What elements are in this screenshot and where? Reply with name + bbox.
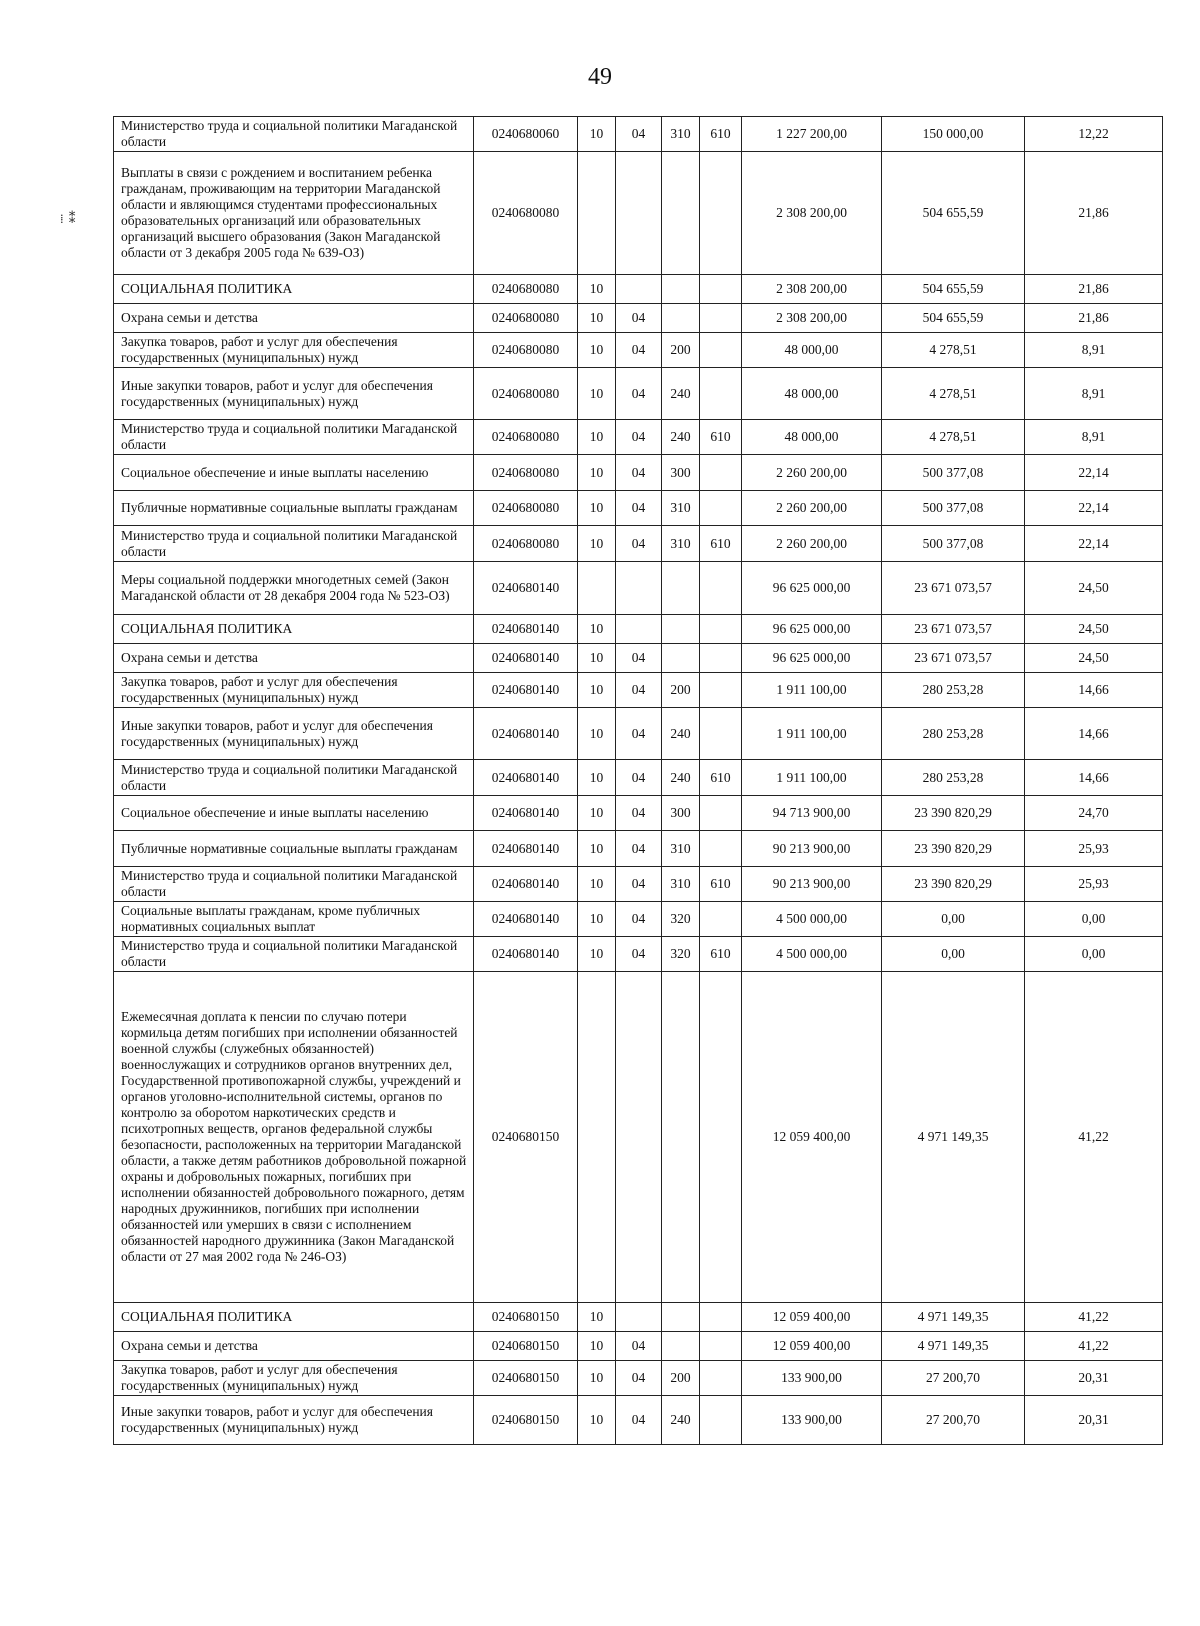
cell-expense-type bbox=[662, 644, 700, 673]
cell-percent: 21,86 bbox=[1025, 275, 1163, 304]
cell-percent: 0,00 bbox=[1025, 937, 1163, 972]
cell-target-code: 0240680140 bbox=[474, 831, 578, 867]
table-row bbox=[114, 117, 1163, 152]
cell-name: Социальное обеспечение и иные выплаты населению bbox=[114, 796, 474, 831]
cell-administrator bbox=[700, 562, 742, 615]
cell-administrator: 610 bbox=[700, 420, 742, 455]
table-row bbox=[114, 491, 1163, 526]
cell-section: 10 bbox=[578, 708, 616, 760]
cell-planned-amount: 94 713 900,00 bbox=[742, 796, 882, 831]
cell-expense-type bbox=[662, 152, 700, 275]
cell-administrator bbox=[700, 333, 742, 368]
cell-subsection bbox=[616, 152, 662, 275]
cell-expense-type: 240 bbox=[662, 368, 700, 420]
cell-section: 10 bbox=[578, 937, 616, 972]
cell-expense-type: 300 bbox=[662, 455, 700, 491]
cell-target-code: 0240680150 bbox=[474, 1332, 578, 1361]
cell-name: Закупка товаров, работ и услуг для обеспечения государственных (муниципальных) нужд bbox=[114, 333, 474, 368]
cell-section: 10 bbox=[578, 831, 616, 867]
cell-subsection bbox=[616, 275, 662, 304]
cell-section: 10 bbox=[578, 615, 616, 644]
cell-planned-amount: 2 260 200,00 bbox=[742, 491, 882, 526]
cell-executed-amount: 4 278,51 bbox=[882, 420, 1025, 455]
table-row bbox=[114, 831, 1163, 867]
cell-planned-amount: 2 260 200,00 bbox=[742, 526, 882, 562]
cell-administrator bbox=[700, 902, 742, 937]
cell-section: 10 bbox=[578, 1396, 616, 1445]
cell-subsection: 04 bbox=[616, 937, 662, 972]
table-row bbox=[114, 673, 1163, 708]
table-row bbox=[114, 615, 1163, 644]
cell-expense-type: 300 bbox=[662, 796, 700, 831]
cell-subsection: 04 bbox=[616, 1396, 662, 1445]
cell-expense-type: 320 bbox=[662, 937, 700, 972]
cell-name: Охрана семьи и детства bbox=[114, 304, 474, 333]
cell-administrator bbox=[700, 1361, 742, 1396]
table-row bbox=[114, 1332, 1163, 1361]
cell-percent: 8,91 bbox=[1025, 420, 1163, 455]
cell-target-code: 0240680140 bbox=[474, 796, 578, 831]
cell-target-code: 0240680140 bbox=[474, 760, 578, 796]
cell-administrator: 610 bbox=[700, 117, 742, 152]
cell-executed-amount: 0,00 bbox=[882, 937, 1025, 972]
cell-planned-amount: 90 213 900,00 bbox=[742, 831, 882, 867]
cell-planned-amount: 96 625 000,00 bbox=[742, 644, 882, 673]
cell-percent: 14,66 bbox=[1025, 760, 1163, 796]
cell-administrator: 610 bbox=[700, 760, 742, 796]
cell-percent: 24,70 bbox=[1025, 796, 1163, 831]
cell-administrator: 610 bbox=[700, 526, 742, 562]
cell-subsection: 04 bbox=[616, 420, 662, 455]
cell-expense-type bbox=[662, 615, 700, 644]
cell-subsection: 04 bbox=[616, 526, 662, 562]
cell-administrator bbox=[700, 972, 742, 1303]
cell-planned-amount: 133 900,00 bbox=[742, 1361, 882, 1396]
table-row bbox=[114, 420, 1163, 455]
cell-expense-type: 240 bbox=[662, 708, 700, 760]
cell-section: 10 bbox=[578, 796, 616, 831]
cell-administrator bbox=[700, 455, 742, 491]
cell-name: Закупка товаров, работ и услуг для обеспечения государственных (муниципальных) нужд bbox=[114, 673, 474, 708]
cell-executed-amount: 0,00 bbox=[882, 902, 1025, 937]
cell-target-code: 0240680140 bbox=[474, 673, 578, 708]
cell-expense-type: 320 bbox=[662, 902, 700, 937]
cell-executed-amount: 23 671 073,57 bbox=[882, 644, 1025, 673]
cell-target-code: 0240680080 bbox=[474, 368, 578, 420]
cell-percent: 14,66 bbox=[1025, 673, 1163, 708]
table-row bbox=[114, 867, 1163, 902]
cell-target-code: 0240680150 bbox=[474, 1361, 578, 1396]
cell-expense-type bbox=[662, 275, 700, 304]
cell-target-code: 0240680140 bbox=[474, 644, 578, 673]
cell-target-code: 0240680080 bbox=[474, 491, 578, 526]
cell-administrator bbox=[700, 673, 742, 708]
cell-section: 10 bbox=[578, 1361, 616, 1396]
cell-name: Социальное обеспечение и иные выплаты населению bbox=[114, 455, 474, 491]
cell-administrator bbox=[700, 615, 742, 644]
cell-target-code: 0240680140 bbox=[474, 615, 578, 644]
cell-percent: 8,91 bbox=[1025, 333, 1163, 368]
cell-target-code: 0240680080 bbox=[474, 420, 578, 455]
cell-section: 10 bbox=[578, 673, 616, 708]
cell-percent: 41,22 bbox=[1025, 1303, 1163, 1332]
cell-expense-type: 310 bbox=[662, 867, 700, 902]
cell-subsection: 04 bbox=[616, 902, 662, 937]
table-row bbox=[114, 152, 1163, 275]
cell-percent: 8,91 bbox=[1025, 368, 1163, 420]
cell-expense-type: 310 bbox=[662, 491, 700, 526]
cell-subsection: 04 bbox=[616, 304, 662, 333]
cell-executed-amount: 4 971 149,35 bbox=[882, 1332, 1025, 1361]
cell-name: СОЦИАЛЬНАЯ ПОЛИТИКА bbox=[114, 275, 474, 304]
cell-subsection bbox=[616, 615, 662, 644]
cell-planned-amount: 48 000,00 bbox=[742, 420, 882, 455]
cell-percent: 41,22 bbox=[1025, 1332, 1163, 1361]
cell-planned-amount: 2 308 200,00 bbox=[742, 275, 882, 304]
cell-subsection: 04 bbox=[616, 673, 662, 708]
cell-section: 10 bbox=[578, 1332, 616, 1361]
cell-subsection: 04 bbox=[616, 796, 662, 831]
cell-name: СОЦИАЛЬНАЯ ПОЛИТИКА bbox=[114, 1303, 474, 1332]
cell-target-code: 0240680150 bbox=[474, 1396, 578, 1445]
cell-subsection bbox=[616, 972, 662, 1303]
cell-section: 10 bbox=[578, 275, 616, 304]
cell-target-code: 0240680150 bbox=[474, 1303, 578, 1332]
cell-percent: 24,50 bbox=[1025, 562, 1163, 615]
cell-administrator bbox=[700, 796, 742, 831]
cell-administrator bbox=[700, 708, 742, 760]
cell-percent: 0,00 bbox=[1025, 902, 1163, 937]
cell-planned-amount: 4 500 000,00 bbox=[742, 902, 882, 937]
cell-planned-amount: 4 500 000,00 bbox=[742, 937, 882, 972]
cell-percent: 21,86 bbox=[1025, 152, 1163, 275]
cell-planned-amount: 96 625 000,00 bbox=[742, 562, 882, 615]
cell-target-code: 0240680080 bbox=[474, 455, 578, 491]
cell-percent: 25,93 bbox=[1025, 867, 1163, 902]
table-row bbox=[114, 937, 1163, 972]
cell-planned-amount: 1 227 200,00 bbox=[742, 117, 882, 152]
cell-subsection: 04 bbox=[616, 867, 662, 902]
cell-subsection: 04 bbox=[616, 368, 662, 420]
cell-section: 10 bbox=[578, 760, 616, 796]
cell-subsection bbox=[616, 1303, 662, 1332]
cell-name: Министерство труда и социальной политики Магаданской области bbox=[114, 420, 474, 455]
cell-executed-amount: 500 377,08 bbox=[882, 455, 1025, 491]
cell-executed-amount: 4 278,51 bbox=[882, 368, 1025, 420]
cell-planned-amount: 48 000,00 bbox=[742, 333, 882, 368]
cell-name: Публичные нормативные социальные выплаты гражданам bbox=[114, 831, 474, 867]
cell-planned-amount: 96 625 000,00 bbox=[742, 615, 882, 644]
cell-planned-amount: 2 260 200,00 bbox=[742, 455, 882, 491]
cell-name: Иные закупки товаров, работ и услуг для обеспечения государственных (муниципальных) нужд bbox=[114, 368, 474, 420]
table-row bbox=[114, 972, 1163, 1303]
cell-planned-amount: 12 059 400,00 bbox=[742, 1303, 882, 1332]
table-row bbox=[114, 760, 1163, 796]
cell-administrator: 610 bbox=[700, 937, 742, 972]
cell-section: 10 bbox=[578, 644, 616, 673]
cell-expense-type: 200 bbox=[662, 1361, 700, 1396]
cell-executed-amount: 150 000,00 bbox=[882, 117, 1025, 152]
cell-name: Меры социальной поддержки многодетных семей (Закон Магаданской области от 28 декабря 2004 года № 523-ОЗ) bbox=[114, 562, 474, 615]
cell-planned-amount: 12 059 400,00 bbox=[742, 972, 882, 1303]
cell-percent: 22,14 bbox=[1025, 491, 1163, 526]
margin-mark: ⁞ ⁑ bbox=[60, 211, 77, 226]
cell-expense-type: 240 bbox=[662, 420, 700, 455]
table-row bbox=[114, 455, 1163, 491]
cell-name: Ежемесячная доплата к пенсии по случаю потери кормильца детям погибших при исполнении обязанностей военной службы (служебных обязанностей) военнослужащих и сотрудников органов внутренних дел, Государственной противопожарной службы, учреждений и органов уголовно-исполнительной системы, органов по контролю за оборотом наркотических средств и психотропных веществ, органов федеральной службы безопасности, расположенных на территории Магаданской области, а также детям работников добровольной пожарной охраны и добровольных пожарных, погибших при исполнении обязанностей добровольного пожарного, детям народных дружинников, погибших при исполнении обязанностей или умерших в связи с исполнением обязанностей народного дружинника (Закон Магаданской области от 27 мая 2002 года № 246-ОЗ) bbox=[114, 972, 474, 1303]
cell-executed-amount: 27 200,70 bbox=[882, 1361, 1025, 1396]
cell-percent: 14,66 bbox=[1025, 708, 1163, 760]
cell-name: Выплаты в связи с рождением и воспитанием ребенка гражданам, проживающим на территории Магаданской области и являющимся студентами профессиональных образовательных организаций или образовательных организаций высшего образования (Закон Магаданской области от 3 декабря 2005 года № 639-ОЗ) bbox=[114, 152, 474, 275]
cell-name: Иные закупки товаров, работ и услуг для обеспечения государственных (муниципальных) нужд bbox=[114, 708, 474, 760]
cell-name: Министерство труда и социальной политики Магаданской области bbox=[114, 760, 474, 796]
table-row bbox=[114, 644, 1163, 673]
cell-name: Публичные нормативные социальные выплаты гражданам bbox=[114, 491, 474, 526]
cell-target-code: 0240680140 bbox=[474, 562, 578, 615]
cell-planned-amount: 2 308 200,00 bbox=[742, 304, 882, 333]
cell-name: СОЦИАЛЬНАЯ ПОЛИТИКА bbox=[114, 615, 474, 644]
cell-section: 10 bbox=[578, 902, 616, 937]
cell-administrator bbox=[700, 152, 742, 275]
table-row bbox=[114, 304, 1163, 333]
cell-executed-amount: 23 390 820,29 bbox=[882, 867, 1025, 902]
cell-executed-amount: 4 278,51 bbox=[882, 333, 1025, 368]
cell-target-code: 0240680140 bbox=[474, 867, 578, 902]
table-row bbox=[114, 1361, 1163, 1396]
cell-section: 10 bbox=[578, 1303, 616, 1332]
cell-expense-type: 240 bbox=[662, 1396, 700, 1445]
cell-percent: 20,31 bbox=[1025, 1361, 1163, 1396]
cell-section bbox=[578, 562, 616, 615]
cell-percent: 12,22 bbox=[1025, 117, 1163, 152]
cell-name: Иные закупки товаров, работ и услуг для обеспечения государственных (муниципальных) нужд bbox=[114, 1396, 474, 1445]
cell-planned-amount: 90 213 900,00 bbox=[742, 867, 882, 902]
cell-percent: 24,50 bbox=[1025, 615, 1163, 644]
cell-executed-amount: 4 971 149,35 bbox=[882, 1303, 1025, 1332]
table-row bbox=[114, 708, 1163, 760]
cell-expense-type: 200 bbox=[662, 333, 700, 368]
cell-expense-type: 310 bbox=[662, 526, 700, 562]
cell-executed-amount: 504 655,59 bbox=[882, 304, 1025, 333]
cell-target-code: 0240680060 bbox=[474, 117, 578, 152]
cell-administrator bbox=[700, 831, 742, 867]
cell-target-code: 0240680150 bbox=[474, 972, 578, 1303]
cell-subsection: 04 bbox=[616, 708, 662, 760]
cell-expense-type bbox=[662, 304, 700, 333]
cell-administrator bbox=[700, 1303, 742, 1332]
table-row bbox=[114, 368, 1163, 420]
table-row bbox=[114, 562, 1163, 615]
cell-subsection: 04 bbox=[616, 831, 662, 867]
cell-expense-type bbox=[662, 1303, 700, 1332]
cell-subsection: 04 bbox=[616, 491, 662, 526]
cell-planned-amount: 2 308 200,00 bbox=[742, 152, 882, 275]
table-row bbox=[114, 333, 1163, 368]
cell-subsection: 04 bbox=[616, 1361, 662, 1396]
cell-expense-type: 200 bbox=[662, 673, 700, 708]
cell-executed-amount: 23 390 820,29 bbox=[882, 831, 1025, 867]
cell-percent: 22,14 bbox=[1025, 526, 1163, 562]
cell-section: 10 bbox=[578, 117, 616, 152]
cell-percent: 25,93 bbox=[1025, 831, 1163, 867]
cell-section: 10 bbox=[578, 491, 616, 526]
cell-subsection: 04 bbox=[616, 455, 662, 491]
cell-section: 10 bbox=[578, 455, 616, 491]
cell-expense-type bbox=[662, 1332, 700, 1361]
cell-expense-type: 240 bbox=[662, 760, 700, 796]
table-row bbox=[114, 902, 1163, 937]
cell-subsection: 04 bbox=[616, 117, 662, 152]
cell-section: 10 bbox=[578, 333, 616, 368]
cell-executed-amount: 504 655,59 bbox=[882, 275, 1025, 304]
cell-administrator: 610 bbox=[700, 867, 742, 902]
cell-name: Социальные выплаты гражданам, кроме публичных нормативных социальных выплат bbox=[114, 902, 474, 937]
cell-section: 10 bbox=[578, 526, 616, 562]
cell-name: Закупка товаров, работ и услуг для обеспечения государственных (муниципальных) нужд bbox=[114, 1361, 474, 1396]
cell-administrator bbox=[700, 491, 742, 526]
cell-name: Министерство труда и социальной политики Магаданской области bbox=[114, 526, 474, 562]
cell-target-code: 0240680080 bbox=[474, 152, 578, 275]
cell-subsection: 04 bbox=[616, 760, 662, 796]
cell-administrator bbox=[700, 1332, 742, 1361]
cell-planned-amount: 1 911 100,00 bbox=[742, 708, 882, 760]
cell-section: 10 bbox=[578, 420, 616, 455]
cell-executed-amount: 4 971 149,35 bbox=[882, 972, 1025, 1303]
cell-expense-type: 310 bbox=[662, 117, 700, 152]
cell-percent: 21,86 bbox=[1025, 304, 1163, 333]
cell-administrator bbox=[700, 304, 742, 333]
cell-expense-type bbox=[662, 562, 700, 615]
cell-percent: 20,31 bbox=[1025, 1396, 1163, 1445]
cell-administrator bbox=[700, 1396, 742, 1445]
cell-planned-amount: 1 911 100,00 bbox=[742, 760, 882, 796]
cell-percent: 24,50 bbox=[1025, 644, 1163, 673]
cell-target-code: 0240680080 bbox=[474, 333, 578, 368]
cell-percent: 41,22 bbox=[1025, 972, 1163, 1303]
cell-executed-amount: 500 377,08 bbox=[882, 491, 1025, 526]
cell-name: Министерство труда и социальной политики Магаданской области bbox=[114, 867, 474, 902]
cell-subsection bbox=[616, 562, 662, 615]
budget-table bbox=[113, 116, 1163, 1445]
cell-expense-type: 310 bbox=[662, 831, 700, 867]
table-body bbox=[114, 117, 1163, 1445]
cell-executed-amount: 23 671 073,57 bbox=[882, 562, 1025, 615]
cell-administrator bbox=[700, 368, 742, 420]
table-row bbox=[114, 275, 1163, 304]
cell-percent: 22,14 bbox=[1025, 455, 1163, 491]
cell-section bbox=[578, 972, 616, 1303]
table-row bbox=[114, 526, 1163, 562]
cell-subsection: 04 bbox=[616, 333, 662, 368]
cell-executed-amount: 280 253,28 bbox=[882, 673, 1025, 708]
table-row bbox=[114, 1396, 1163, 1445]
cell-subsection: 04 bbox=[616, 1332, 662, 1361]
cell-name: Охрана семьи и детства bbox=[114, 644, 474, 673]
cell-planned-amount: 48 000,00 bbox=[742, 368, 882, 420]
cell-planned-amount: 12 059 400,00 bbox=[742, 1332, 882, 1361]
cell-executed-amount: 23 390 820,29 bbox=[882, 796, 1025, 831]
cell-subsection: 04 bbox=[616, 644, 662, 673]
cell-section bbox=[578, 152, 616, 275]
cell-planned-amount: 133 900,00 bbox=[742, 1396, 882, 1445]
cell-executed-amount: 500 377,08 bbox=[882, 526, 1025, 562]
cell-executed-amount: 280 253,28 bbox=[882, 760, 1025, 796]
cell-section: 10 bbox=[578, 368, 616, 420]
cell-executed-amount: 280 253,28 bbox=[882, 708, 1025, 760]
cell-administrator bbox=[700, 275, 742, 304]
cell-section: 10 bbox=[578, 304, 616, 333]
cell-target-code: 0240680080 bbox=[474, 275, 578, 304]
cell-administrator bbox=[700, 644, 742, 673]
table-row bbox=[114, 1303, 1163, 1332]
cell-name: Охрана семьи и детства bbox=[114, 1332, 474, 1361]
cell-executed-amount: 27 200,70 bbox=[882, 1396, 1025, 1445]
cell-target-code: 0240680140 bbox=[474, 708, 578, 760]
page-number: 49 bbox=[588, 64, 612, 90]
cell-name: Министерство труда и социальной политики Магаданской области bbox=[114, 937, 474, 972]
cell-expense-type bbox=[662, 972, 700, 1303]
cell-target-code: 0240680080 bbox=[474, 526, 578, 562]
cell-planned-amount: 1 911 100,00 bbox=[742, 673, 882, 708]
cell-name: Министерство труда и социальной политики Магаданской области bbox=[114, 117, 474, 152]
table-row bbox=[114, 796, 1163, 831]
cell-section: 10 bbox=[578, 867, 616, 902]
cell-executed-amount: 23 671 073,57 bbox=[882, 615, 1025, 644]
cell-target-code: 0240680080 bbox=[474, 304, 578, 333]
cell-target-code: 0240680140 bbox=[474, 937, 578, 972]
cell-target-code: 0240680140 bbox=[474, 902, 578, 937]
cell-executed-amount: 504 655,59 bbox=[882, 152, 1025, 275]
